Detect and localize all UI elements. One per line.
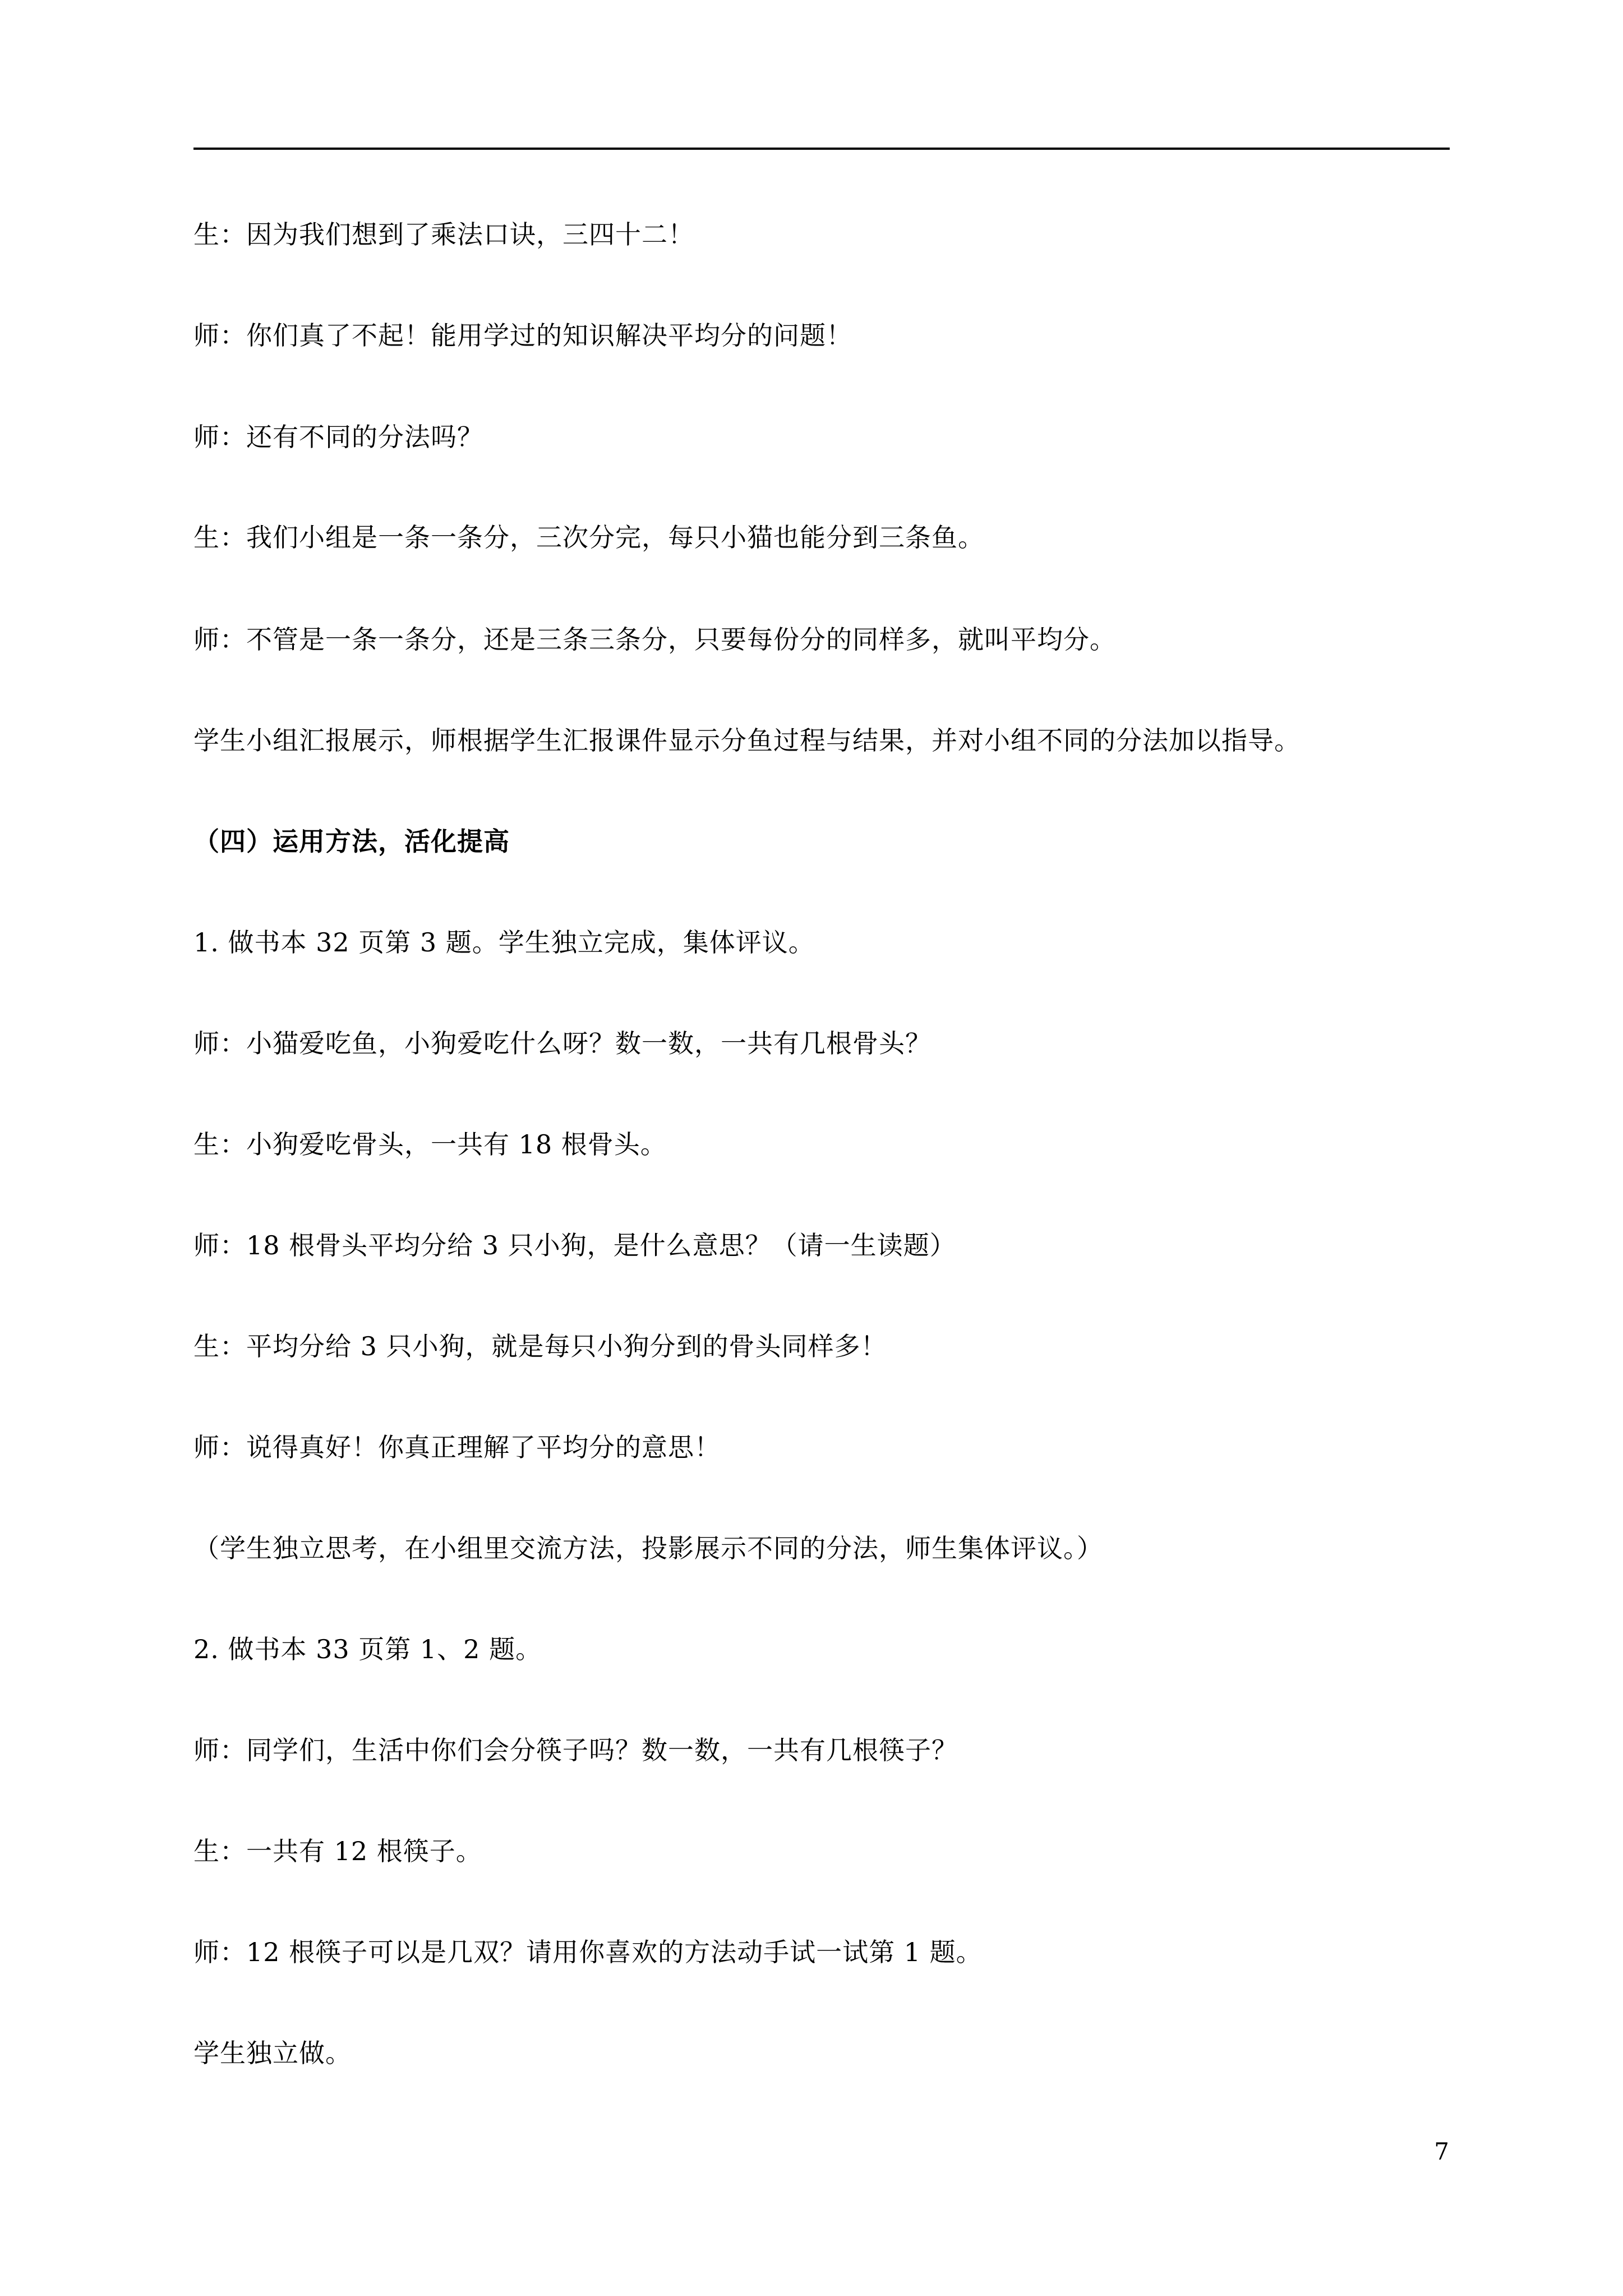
dialogue-line: 生：因为我们想到了乘法口诀，三四十二！ — [193, 219, 694, 250]
dialogue-line: 生：我们小组是一条一条分，三次分完，每只小猫也能分到三条鱼。 — [193, 522, 984, 553]
dialogue-line: 师：18 根骨头平均分给 3 只小狗，是什么意思？（请一生读题） — [193, 1230, 956, 1260]
dialogue-line: 师：说得真好！你真正理解了平均分的意思！ — [193, 1432, 721, 1462]
exercise-line: 2. 做书本 33 页第 1、2 题。 — [193, 1634, 542, 1664]
dialogue-line: 生：平均分给 3 只小狗，就是每只小狗分到的骨头同样多！ — [193, 1331, 887, 1361]
dialogue-line: 师：12 根筷子可以是几双？请用你喜欢的方法动手试一试第 1 题。 — [193, 1937, 983, 1967]
dialogue-line: 师：同学们，生活中你们会分筷子吗？数一数，一共有几根筷子？ — [193, 1735, 958, 1765]
dialogue-line: 生：一共有 12 根筷子。 — [193, 1836, 482, 1866]
dialogue-line: 师：小猫爱吃鱼，小狗爱吃什么呀？数一数，一共有几根骨头？ — [193, 1028, 932, 1059]
dialogue-line: 师：你们真了不起！能用学过的知识解决平均分的问题！ — [193, 320, 852, 351]
header-rule — [193, 148, 1450, 150]
paragraph-line: （学生独立思考，在小组里交流方法，投影展示不同的分法，师生集体评议。） — [193, 1533, 1103, 1563]
dialogue-line: 师：不管是一条一条分，还是三条三条分，只要每份分的同样多，就叫平均分。 — [193, 624, 1116, 655]
paragraph-line: 学生小组汇报展示，师根据学生汇报课件显示分鱼过程与结果，并对小组不同的分法加以指导。 — [193, 725, 1301, 756]
section-heading: （四）运用方法，活化提高 — [193, 826, 510, 857]
page-number: 7 — [1434, 2138, 1449, 2165]
exercise-line: 1. 做书本 32 页第 3 题。学生独立完成，集体评议。 — [193, 927, 815, 958]
dialogue-line: 生：小狗爱吃骨头，一共有 18 根骨头。 — [193, 1129, 667, 1159]
paragraph-line: 学生独立做。 — [193, 2038, 352, 2068]
dialogue-line: 师：还有不同的分法吗？ — [193, 422, 483, 452]
